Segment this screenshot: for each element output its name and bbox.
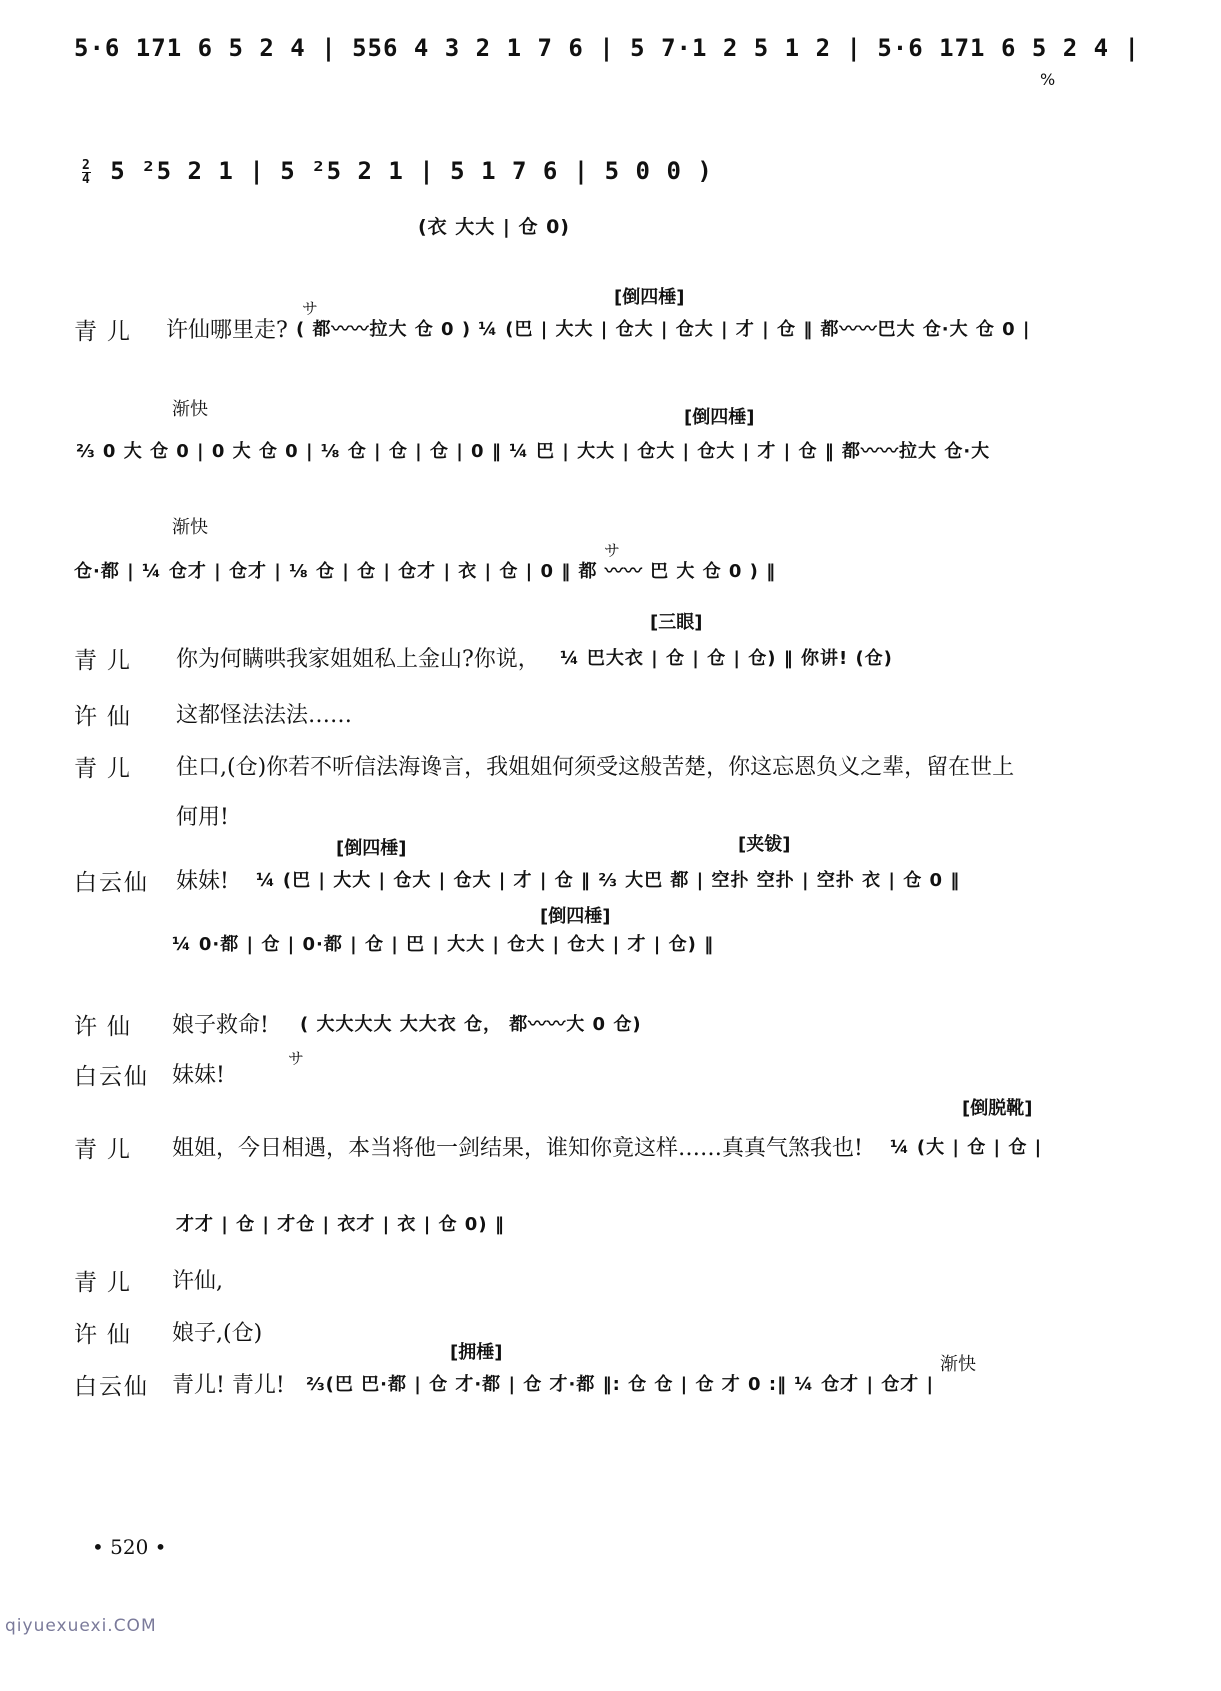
percussion-pattern: ¼ (巴 | 大大 | 仓大 | 仓大 | 才 | 仓 ‖ ⅔ 大巴 都 | 空扑 空扑 | 空扑 衣 | 仓 0 ‖ <box>256 870 961 891</box>
role-name: 青儿 <box>74 648 140 674</box>
section-tag: [倒四棰] <box>684 407 755 428</box>
section-tag: [拥棰] <box>450 1342 503 1363</box>
percussion-pattern: ¼ 0·都 | 仓 | 0·都 | 仓 | 巴 | 大大 | 仓大 | 仓大 | 才 | 仓) ‖ <box>172 934 715 955</box>
role-name: 青儿 <box>74 1137 140 1163</box>
dialogue-text: 你为何瞒哄我家姐姐私上金山?你说， <box>176 647 540 672</box>
section-tag: [倒四棰] <box>614 287 685 308</box>
percussion-pattern: ¼ 巴大衣 | 仓 | 仓 | 仓) ‖ 你讲! (仓) <box>560 648 893 669</box>
percussion-row-2: (衣 大大 | 仓 0) <box>418 216 570 238</box>
role-name: 青儿 <box>74 1270 140 1296</box>
notation-row-1: 5·6 171 6 5 2 4 | 556 4 3 2 1 7 6 | 5 7·1 2 5 1 2 | 5·6 171 6 5 2 4 | <box>74 34 1140 62</box>
dialogue-text: 姐姐，今日相遇，本当将他一剑结果，谁知你竟这样……真真气煞我也! <box>172 1136 863 1161</box>
percussion-pattern: ( 大大大大 大大衣 仓， 都〰〰大 0 仓) <box>300 1014 642 1035</box>
dialogue-text: 妹妹! <box>176 869 229 894</box>
section-tag: [倒四棰] <box>540 906 611 927</box>
percussion-pattern: ¼ (大 | 仓 | 仓 | <box>890 1137 1043 1158</box>
dialogue-text: 住口,(仓)你若不听信法海谗言，我姐姐何须受这般苦楚，你这忘恩负义之辈，留在世上 <box>176 755 1015 780</box>
dialogue-text: 许仙, <box>172 1269 223 1294</box>
dialogue-text-continued: 何用! <box>176 805 229 830</box>
role-name: 许仙 <box>74 1014 140 1040</box>
role-name: 青儿 <box>74 756 140 782</box>
role-name: 白云仙 <box>74 1374 149 1400</box>
section-tag: [倒脱靴] <box>962 1098 1033 1119</box>
time-signature: 2 4 <box>82 157 91 187</box>
section-tag: [三眼] <box>650 612 703 633</box>
notation-row-2-notes: 5 ²5 2 1 | 5 ²5 2 1 | 5 1 7 6 | 5 0 0 ) <box>110 157 713 185</box>
dialogue-text: 许仙哪里走? <box>166 318 288 343</box>
role-name: 青儿 <box>74 319 140 345</box>
sanban-mark: サ <box>302 299 319 318</box>
dialogue-text: 娘子,(仓) <box>172 1321 263 1346</box>
tempo-mark: 渐快 <box>940 1354 976 1375</box>
role-name: 许仙 <box>74 1322 140 1348</box>
section-tag: [倒四棰] <box>336 838 407 859</box>
role-name: 白云仙 <box>74 870 149 896</box>
dialogue-text: 这都怪法法法…… <box>176 703 353 728</box>
percussion-pattern: ⅔(巴 巴·都 | 仓 才·都 | 仓 才·都 ‖: 仓 仓 | 仓 才 0 :‖ ¼ 仓才 | 仓才 | <box>306 1374 935 1395</box>
segno-sign: % <box>1040 70 1056 89</box>
dialogue-text: 青儿! 青儿! <box>172 1373 285 1398</box>
dialogue-text: 娘子救命! <box>172 1013 269 1038</box>
notation-row-2 <box>78 157 713 186</box>
role-name: 许仙 <box>74 704 140 730</box>
tempo-mark: 渐快 <box>172 517 208 538</box>
percussion-pattern: 才才 | 仓 | 才仓 | 衣才 | 衣 | 仓 0) ‖ <box>176 1214 505 1235</box>
percussion-pattern: ⅔ 0 大 仓 0 | 0 大 仓 0 | ⅛ 仓 | 仓 | 仓 | 0 ‖ ¼ 巴 | 大大 | 仓大 | 仓大 | 才 | 仓 ‖ 都〰〰拉大 仓·大 <box>76 441 991 462</box>
sanban-mark: サ <box>288 1049 305 1068</box>
role-name: 白云仙 <box>74 1064 149 1090</box>
watermark: qiyuexuexi.COM <box>5 1616 157 1636</box>
section-tag-2: [夹钹] <box>738 834 791 855</box>
percussion-pattern: 仓·都 | ¼ 仓才 | 仓才 | ⅛ 仓 | 仓 | 仓才 | 衣 | 仓 | 0 ‖ 都 〰〰 巴 大 仓 0 ) ‖ <box>74 561 777 582</box>
page-number: • 520 • <box>92 1535 167 1559</box>
percussion-pattern: ( 都〰〰拉大 仓 0 ) ¼ (巴 | 大大 | 仓大 | 仓大 | 才 | 仓 ‖ 都〰〰巴大 仓·大 仓 0 | <box>296 319 1031 340</box>
sanban-mark: サ <box>604 541 621 560</box>
tempo-mark: 渐快 <box>172 399 208 420</box>
dialogue-text: 妹妹! <box>172 1063 225 1088</box>
